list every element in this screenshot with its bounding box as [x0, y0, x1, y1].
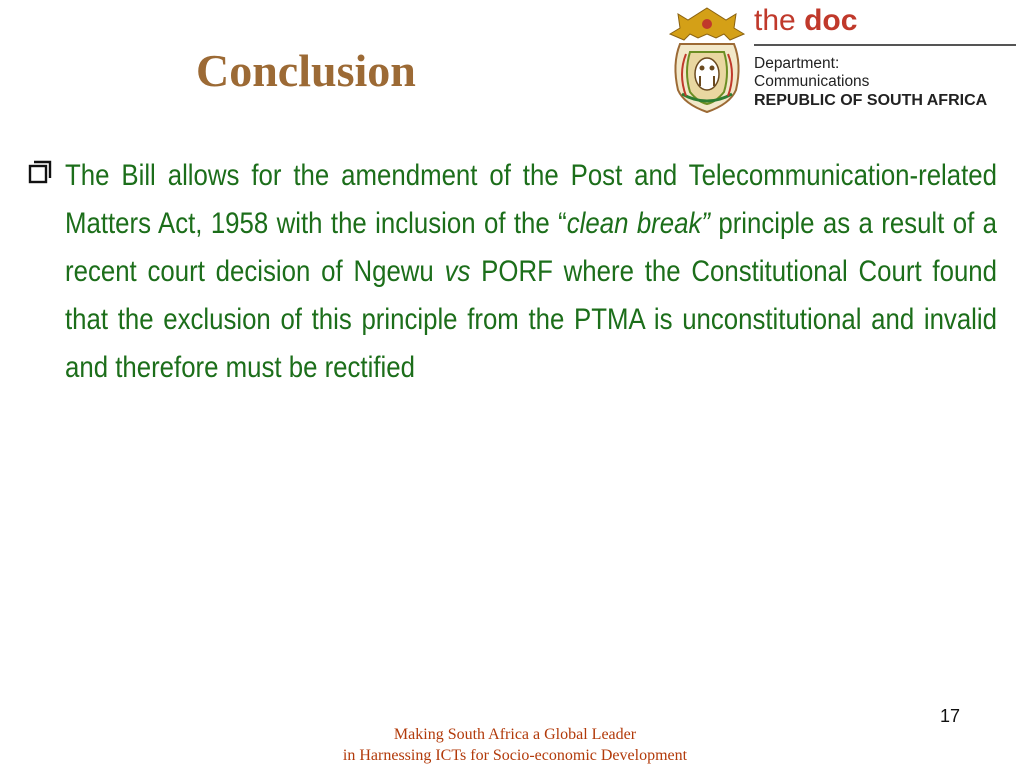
checkbox-bullet-icon — [28, 160, 52, 184]
coat-of-arms-icon — [664, 4, 750, 116]
footer-line-1: Making South Africa a Global Leader — [393, 726, 637, 743]
logo-country-name: REPUBLIC OF SOUTH AFRICA — [754, 92, 988, 109]
slide-title: Conclusion — [196, 45, 416, 96]
bullet-emphasis-clean-break: clean break” — [566, 207, 710, 240]
footer-line-2: in Harnessing ICTs for Socio-economic Development — [342, 747, 688, 764]
page-number: 17 — [940, 706, 961, 726]
bullet-text — [65, 152, 997, 392]
bullet-text-part: PORF where the Constitutional Court found that the exclusion of this principle from the PTMA is unconstitutional and invalid and therefore must be rectified — [65, 255, 997, 384]
logo-brand — [754, 6, 857, 36]
bullet-text-part: The Bill allows for the amendment of the Post and Telecommunication-related Matters Act, 1958 with the inclusion of the “ — [65, 159, 997, 240]
bullet-emphasis-vs: vs — [444, 255, 471, 288]
logo-brand-doc: doc — [804, 4, 858, 37]
logo-department-label: Department: — [754, 55, 840, 72]
logo-divider — [754, 44, 1016, 46]
doc-logo — [664, 4, 1020, 116]
footer-tagline — [0, 724, 1024, 766]
logo-brand-the: the — [754, 4, 796, 37]
logo-department-name: Communications — [754, 73, 870, 90]
logo-text-block — [754, 4, 1018, 116]
bullet-text-part: principle as a result of a recent court decision of Ngewu — [65, 207, 997, 288]
